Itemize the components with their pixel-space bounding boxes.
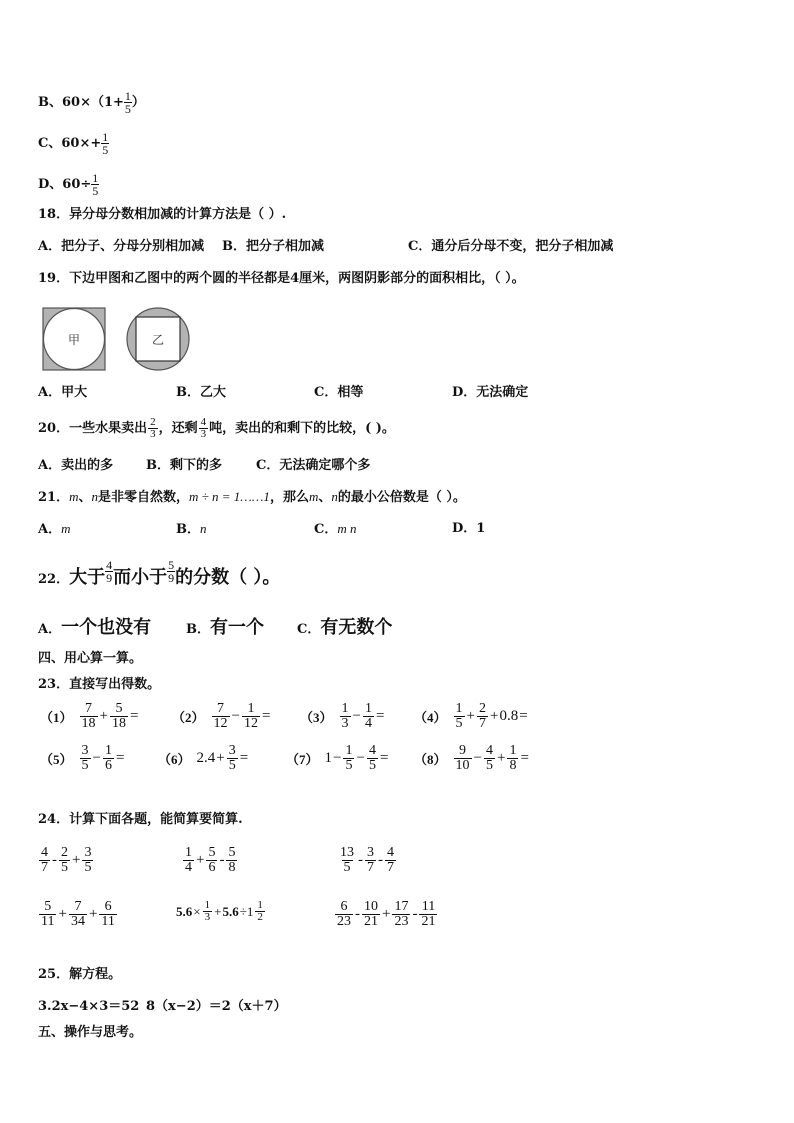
q21-option-b: B．n — [176, 521, 207, 537]
q19-option-c: C．相等 — [314, 385, 364, 400]
q18-stem: 18．异分母分数相加减的计算方法是（ ）. — [38, 207, 287, 222]
q24-stem: 24．计算下面各题，能简算要简算. — [38, 812, 243, 827]
q21-option-d: D．1 — [452, 521, 486, 536]
q25-equation-1: 3.2x−4×3＝52 — [38, 999, 140, 1014]
q20-stem: 20．一些水果卖出 $\frac{2}{3}$ ，还剩 $\frac{4}{3}$ 吨，卖出的和剩下的比较，( )。 — [38, 416, 395, 440]
figure-jia — [43, 308, 105, 370]
q23-item-3: （3） $\frac{1}{3}$ − $\frac{1}{4}$ = — [300, 701, 385, 731]
q19-option-a: A．甲大 — [38, 385, 88, 400]
q21-stem: 21．m、n是非零自然数，m ÷ n = 1……1，那么m、n的最小公倍数是（ ）。 — [38, 489, 466, 505]
q19-option-d: D．无法确定 — [452, 385, 529, 400]
q23-item-5: （5） $\frac{3}{5}$ − $\frac{1}{6}$ = — [40, 743, 125, 773]
q20-option-b: B．剩下的多 — [146, 458, 222, 473]
q18-option-a: A．把分子、分母分别相加减 — [38, 239, 205, 254]
q22-option-b: B．有一个 — [186, 617, 264, 638]
q24-expr-6: $\frac{6}{23}$ - $\frac{10}{21}$ + $\frac{17}{23}$ - $\frac{11}{21}$ — [337, 899, 436, 929]
figure-jia-label: 甲 — [67, 333, 81, 347]
q21-option-a: A．m — [38, 521, 71, 537]
q18-option-b: B．把分子相加减 — [222, 239, 324, 254]
q20-option-a: A．卖出的多 — [38, 458, 114, 473]
q23-item-6: （6） 2.4 + $\frac{3}{5}$ = — [158, 743, 249, 773]
q23-stem: 23．直接写出得数。 — [38, 677, 161, 692]
q25-stem: 25．解方程。 — [38, 967, 122, 982]
q24-expr-5: 5.6 × $\frac{1}{3}$ + 5.6 ÷1 $\frac{1}{2}$ — [176, 899, 263, 923]
q19-figures — [40, 305, 200, 373]
figure-yi — [127, 308, 189, 370]
q20-option-c: C．无法确定哪个多 — [256, 458, 371, 473]
q22-stem: 22．大于 $\frac{4}{9}$ 而小于 $\frac{5}{9}$ 的分数（ ）。 — [38, 558, 281, 588]
q22-option-a: A．一个也没有 — [38, 617, 152, 638]
q19-option-b: B．乙大 — [176, 385, 226, 400]
q22-option-c: C．有无数个 — [297, 617, 393, 638]
q23-item-7: （7） 1 − $\frac{1}{5}$ − $\frac{4}{5}$ = — [286, 743, 389, 773]
q25-equation-2: 8（x−2）＝2（x＋7） — [146, 999, 287, 1014]
q23-item-8: （8） $\frac{9}{10}$ − $\frac{4}{5}$ + $\frac{1}{8}$ = — [414, 743, 529, 773]
section-5-heading: 五、操作与思考。 — [38, 1025, 143, 1040]
figure-yi-label: 乙 — [151, 333, 165, 347]
q23-item-4: （4） $\frac{1}{5}$ + $\frac{2}{7}$ + 0.8 = — [414, 701, 528, 731]
section-4-heading: 四、用心算一算。 — [38, 651, 143, 666]
q24-expr-4: $\frac{5}{11}$ + $\frac{7}{34}$ + $\frac{6}{11}$ — [41, 899, 115, 929]
q17-option-c: C、60×+ $\frac{1}{5}$ — [38, 130, 109, 157]
q24-expr-2: $\frac{1}{4}$ + $\frac{5}{6}$ - $\frac{5}{8}$ — [185, 845, 236, 875]
q24-expr-3: $\frac{13}{5}$ - $\frac{3}{7}$ - $\frac{4}{7}$ — [340, 845, 394, 875]
q23-item-1: （1） $\frac{7}{18}$ + $\frac{5}{18}$ = — [40, 701, 139, 731]
q17-option-d: D、60÷ $\frac{1}{5}$ — [38, 171, 99, 198]
q19-stem: 19．下边甲图和乙图中的两个圆的半径都是4厘米，两图阴影部分的面积相比，（ ）。 — [38, 271, 525, 286]
q23-item-2: （2） $\frac{7}{12}$ − $\frac{1}{12}$ = — [172, 701, 271, 731]
q18-option-c: C．通分后分母不变，把分子相加减 — [408, 239, 614, 254]
q17-option-b: B、60×（1+ $\frac{1}{5}$ ） — [38, 89, 145, 116]
q24-expr-1: $\frac{4}{7}$ - $\frac{2}{5}$ + $\frac{3}{5}$ — [41, 845, 92, 875]
q21-option-c: C．m n — [314, 521, 357, 537]
